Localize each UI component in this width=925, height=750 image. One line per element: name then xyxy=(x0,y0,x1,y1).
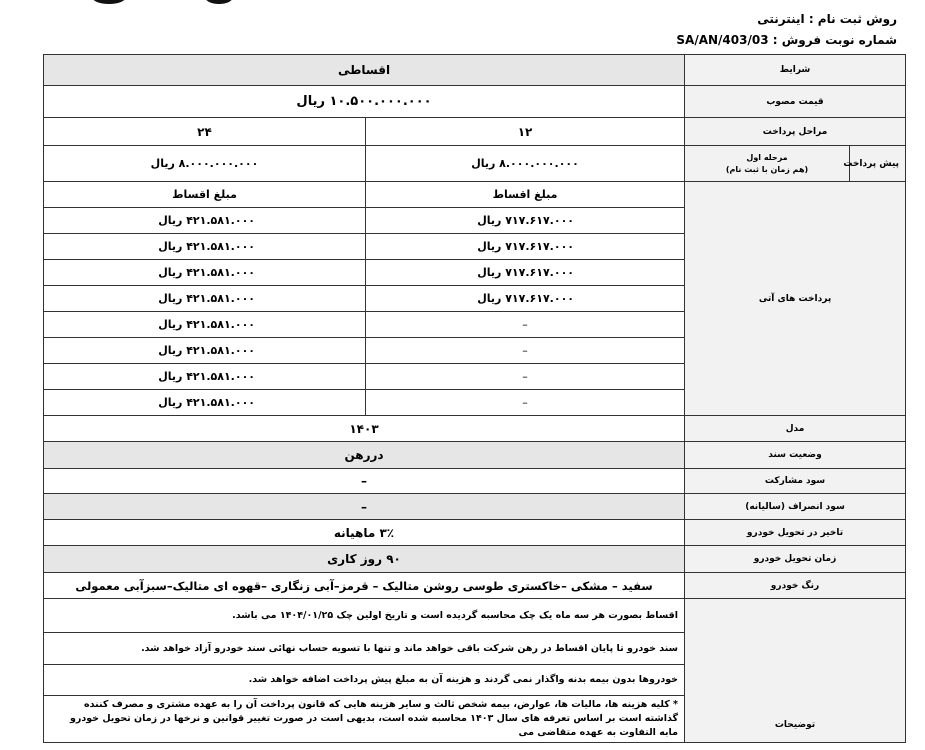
sale-code: SA/AN/403/03 xyxy=(676,33,769,47)
prepayment-label: پیش پرداخت xyxy=(850,146,906,182)
installment-cell: ۴۲۱.۵۸۱.۰۰۰ ریال xyxy=(44,364,366,390)
stage-24: ۲۴ xyxy=(44,118,366,146)
partnership-value: – xyxy=(44,469,685,494)
model-value: ۱۴۰۳ xyxy=(44,416,685,442)
price-label: قیمت مصوب xyxy=(685,86,906,118)
top-logo-fragment-1 xyxy=(92,0,126,4)
delivery-label: زمان تحویل خودرو xyxy=(685,546,906,573)
cancel-value: – xyxy=(44,494,685,520)
deed-value: دررهن xyxy=(44,442,685,469)
notes-label: توضیحات xyxy=(685,599,906,743)
top-logo-fragment-2 xyxy=(205,0,233,4)
note-item: خودروها بدون بیمه بدنه واگذار نمی گردند و هزینه آن به مبلغ پیش پرداخت اضافه خواهد شد. xyxy=(44,665,685,696)
installment-cell: ۴۲۱.۵۸۱.۰۰۰ ریال xyxy=(44,312,366,338)
stages-label: مراحل پرداخت xyxy=(685,118,906,146)
deed-label: وضعیت سند xyxy=(685,442,906,469)
partnership-label: سود مشارکت xyxy=(685,469,906,494)
installment-cell: ۴۲۱.۵۸۱.۰۰۰ ریال xyxy=(44,234,366,260)
future-payments-label: پرداخت های آتی xyxy=(685,182,906,416)
conditions-label: شرایط xyxy=(685,55,906,86)
prepay-24: ۸.۰۰۰.۰۰۰.۰۰۰ ریال xyxy=(44,146,366,182)
sale-conditions-table xyxy=(43,54,906,743)
first-stage-label xyxy=(685,146,850,182)
conditions-value: اقساطی xyxy=(44,55,685,86)
installment-cell: – xyxy=(366,312,685,338)
stage-12: ۱۲ xyxy=(366,118,685,146)
first-stage-subtitle: (هم زمان با ثبت نام) xyxy=(725,164,809,174)
sale-code-line xyxy=(676,33,897,47)
prepay-12: ۸.۰۰۰.۰۰۰.۰۰۰ ریال xyxy=(366,146,685,182)
registration-method: روش ثبت نام : اینترنتی xyxy=(757,12,897,26)
installment-cell: ۷۱۷.۶۱۷.۰۰۰ ریال xyxy=(366,286,685,312)
installment-cell: – xyxy=(366,390,685,416)
installment-cell: ۷۱۷.۶۱۷.۰۰۰ ریال xyxy=(366,260,685,286)
installment-header-24: مبلغ اقساط xyxy=(44,182,366,208)
installment-header-12: مبلغ اقساط xyxy=(366,182,685,208)
installment-cell: ۷۱۷.۶۱۷.۰۰۰ ریال xyxy=(366,208,685,234)
installment-cell: – xyxy=(366,338,685,364)
sale-code-label: شماره نوبت فروش : xyxy=(772,33,897,47)
note-item: * کلیه هزینه ها، مالیات ها، عوارض، بیمه شخص ثالث و سایر هزینه هایی که قانون پرداخت آن را به عهده مشتری و مصرف کننده گذاشته است بر اساس تعرفه های سال ۱۴۰۳ محاسبه شده است، بدیهی است در صورت تغییر قوانین و نرخها در زمان تحویل خودرو مابه التفاوت به عهده متقاضی می xyxy=(44,696,685,743)
price-value: ۱۰.۵۰۰.۰۰۰.۰۰۰ ریال xyxy=(44,86,685,118)
installment-cell: – xyxy=(366,364,685,390)
color-value: سفید – مشکی –خاکستری طوسی روشن متالیک – قرمز–آبی زنگاری –قهوه ای متالیک–سبزآبی معمولی xyxy=(44,573,685,599)
cancel-label: سود انصراف (سالیانه) xyxy=(685,494,906,520)
color-label: رنگ خودرو xyxy=(685,573,906,599)
installment-cell: ۷۱۷.۶۱۷.۰۰۰ ریال xyxy=(366,234,685,260)
installment-cell: ۴۲۱.۵۸۱.۰۰۰ ریال xyxy=(44,260,366,286)
note-item: سند خودرو تا پایان اقساط در رهن شرکت باقی خواهد ماند و تنها با تسویه حساب نهائی سند خودرو آزاد خواهد شد. xyxy=(44,633,685,665)
delay-label: تاخیر در تحویل خودرو xyxy=(685,520,906,546)
installment-cell: ۴۲۱.۵۸۱.۰۰۰ ریال xyxy=(44,390,366,416)
note-item: اقساط بصورت هر سه ماه یک چک محاسبه گردیده است و تاریخ اولین چک ۱۴۰۴/۰۱/۲۵ می باشد. xyxy=(44,599,685,633)
installment-cell: ۴۲۱.۵۸۱.۰۰۰ ریال xyxy=(44,338,366,364)
installment-cell: ۴۲۱.۵۸۱.۰۰۰ ریال xyxy=(44,286,366,312)
delivery-value: ۹۰ روز کاری xyxy=(44,546,685,573)
first-stage-title: مرحله اول xyxy=(746,152,788,162)
delay-value: ۳٪ ماهیانه xyxy=(44,520,685,546)
installment-cell: ۴۲۱.۵۸۱.۰۰۰ ریال xyxy=(44,208,366,234)
model-label: مدل xyxy=(685,416,906,442)
